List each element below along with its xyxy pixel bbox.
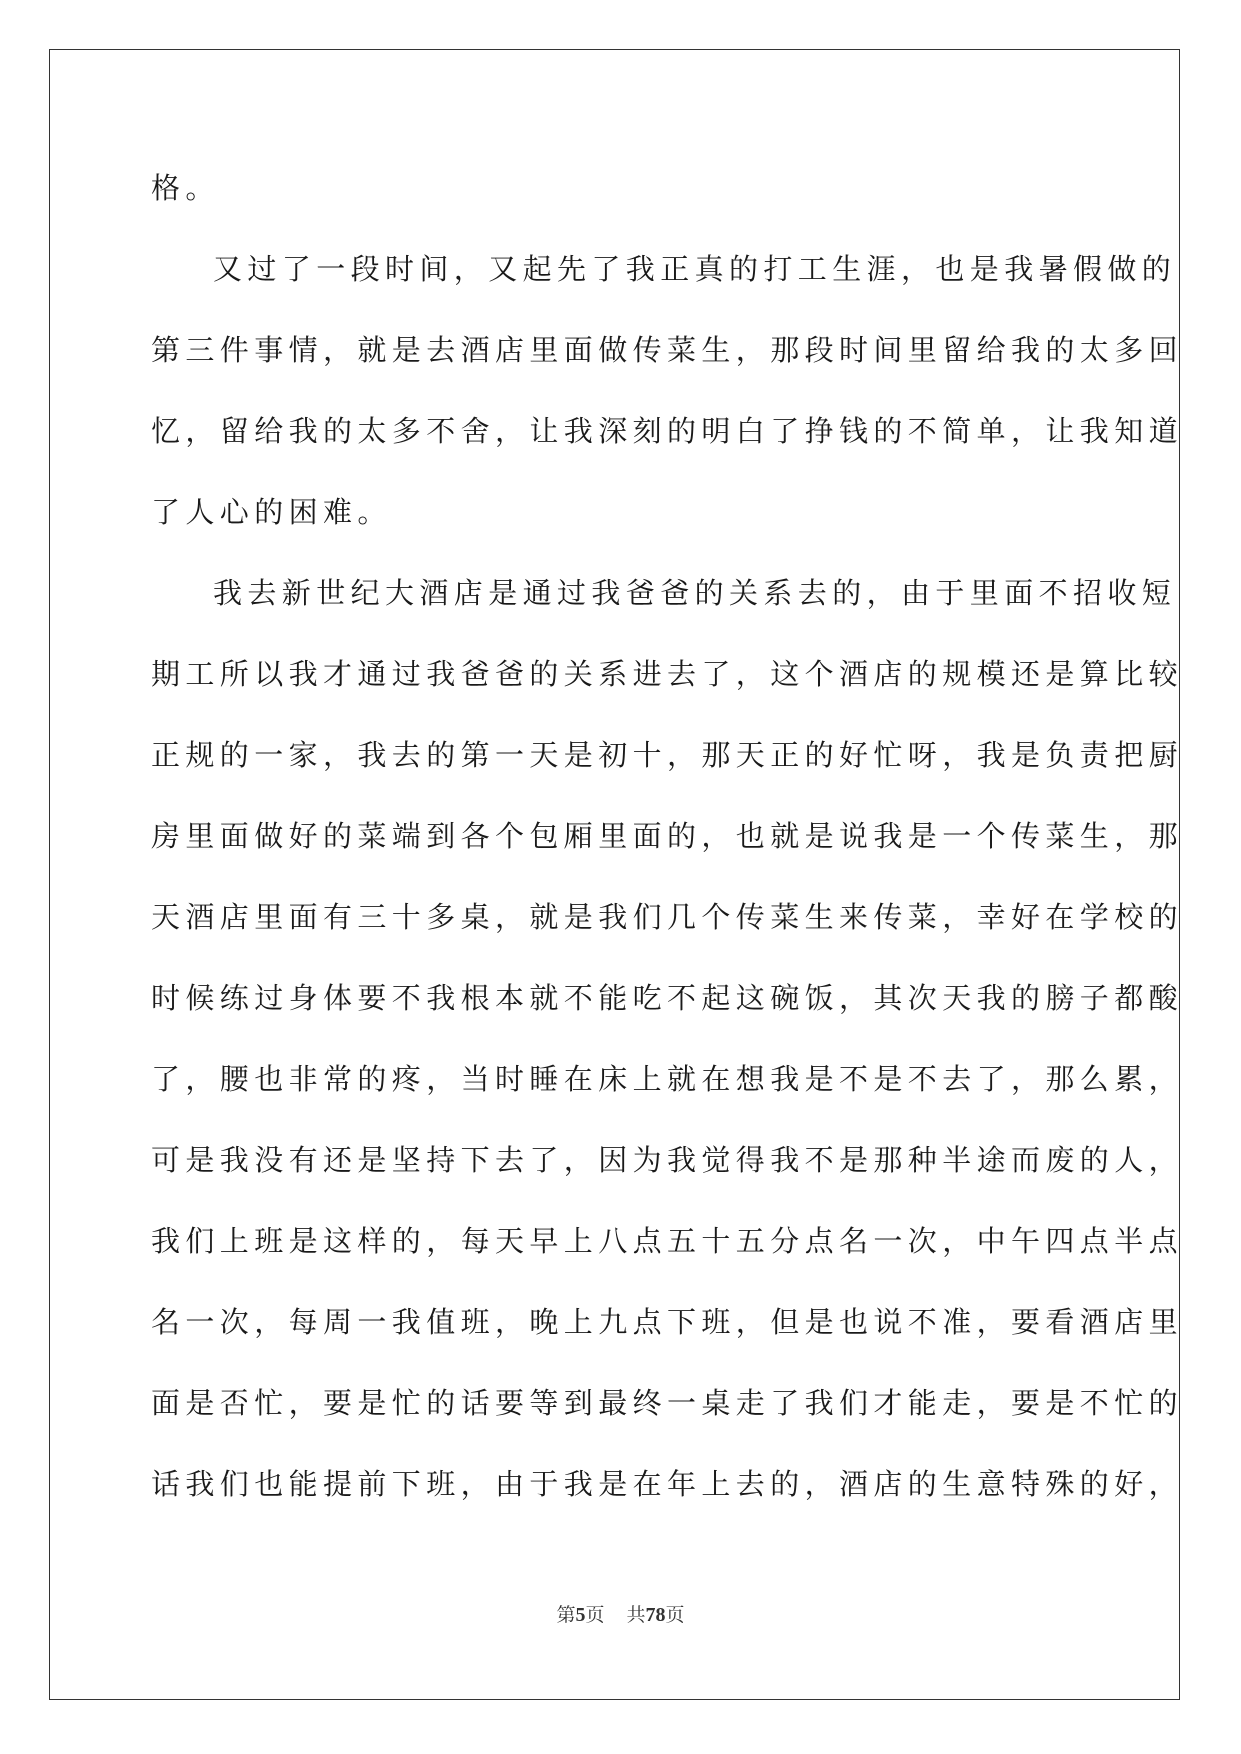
text-line: 第三件事情，就是去酒店里面做传菜生，那段时间里留给我的太多回: [151, 333, 1184, 367]
text-line: 天酒店里面有三十多桌，就是我们几个传菜生来传菜，幸好在学校的: [151, 900, 1184, 934]
text-line: 正规的一家，我去的第一天是初十，那天正的好忙呀，我是负责把厨: [151, 738, 1184, 772]
total-pages: 78: [645, 1604, 666, 1626]
text-line: 可是我没有还是坚持下去了，因为我觉得我不是那种半途而废的人，: [151, 1143, 1184, 1177]
total-suffix: 页: [665, 1604, 685, 1626]
total-prefix: 共: [626, 1604, 646, 1626]
text-line: 时候练过身体要不我根本就不能吃不起这碗饭，其次天我的膀子都酸: [151, 981, 1184, 1015]
text-line: 了，腰也非常的疼，当时睡在床上就在想我是不是不去了，那么累，: [151, 1062, 1184, 1096]
document-body: [151, 148, 1184, 1525]
page-footer: [0, 1603, 1241, 1627]
text-line: 我去新世纪大酒店是通过我爸爸的关系去的，由于里面不招收短: [213, 576, 1177, 610]
page-number: 5: [575, 1604, 586, 1626]
text-line: 话我们也能提前下班，由于我是在年上去的，酒店的生意特殊的好，: [151, 1467, 1184, 1501]
page-prefix: 第: [556, 1604, 576, 1626]
text-line: 格。: [151, 171, 220, 205]
page-suffix: 页: [585, 1604, 605, 1626]
text-line: 名一次，每周一我值班，晚上九点下班，但是也说不准，要看酒店里: [151, 1305, 1184, 1339]
text-line: 房里面做好的菜端到各个包厢里面的，也就是说我是一个传菜生，那: [151, 819, 1184, 853]
text-line: 期工所以我才通过我爸爸的关系进去了，这个酒店的规模还是算比较: [151, 657, 1184, 691]
text-line: 忆，留给我的太多不舍，让我深刻的明白了挣钱的不简单，让我知道: [151, 414, 1184, 448]
text-line: 我们上班是这样的，每天早上八点五十五分点名一次，中午四点半点: [151, 1224, 1184, 1258]
text-line: 又过了一段时间，又起先了我正真的打工生涯，也是我暑假做的: [213, 252, 1177, 286]
text-line: 了人心的困难。: [151, 495, 392, 529]
text-line: 面是否忙，要是忙的话要等到最终一桌走了我们才能走，要是不忙的: [151, 1386, 1184, 1420]
